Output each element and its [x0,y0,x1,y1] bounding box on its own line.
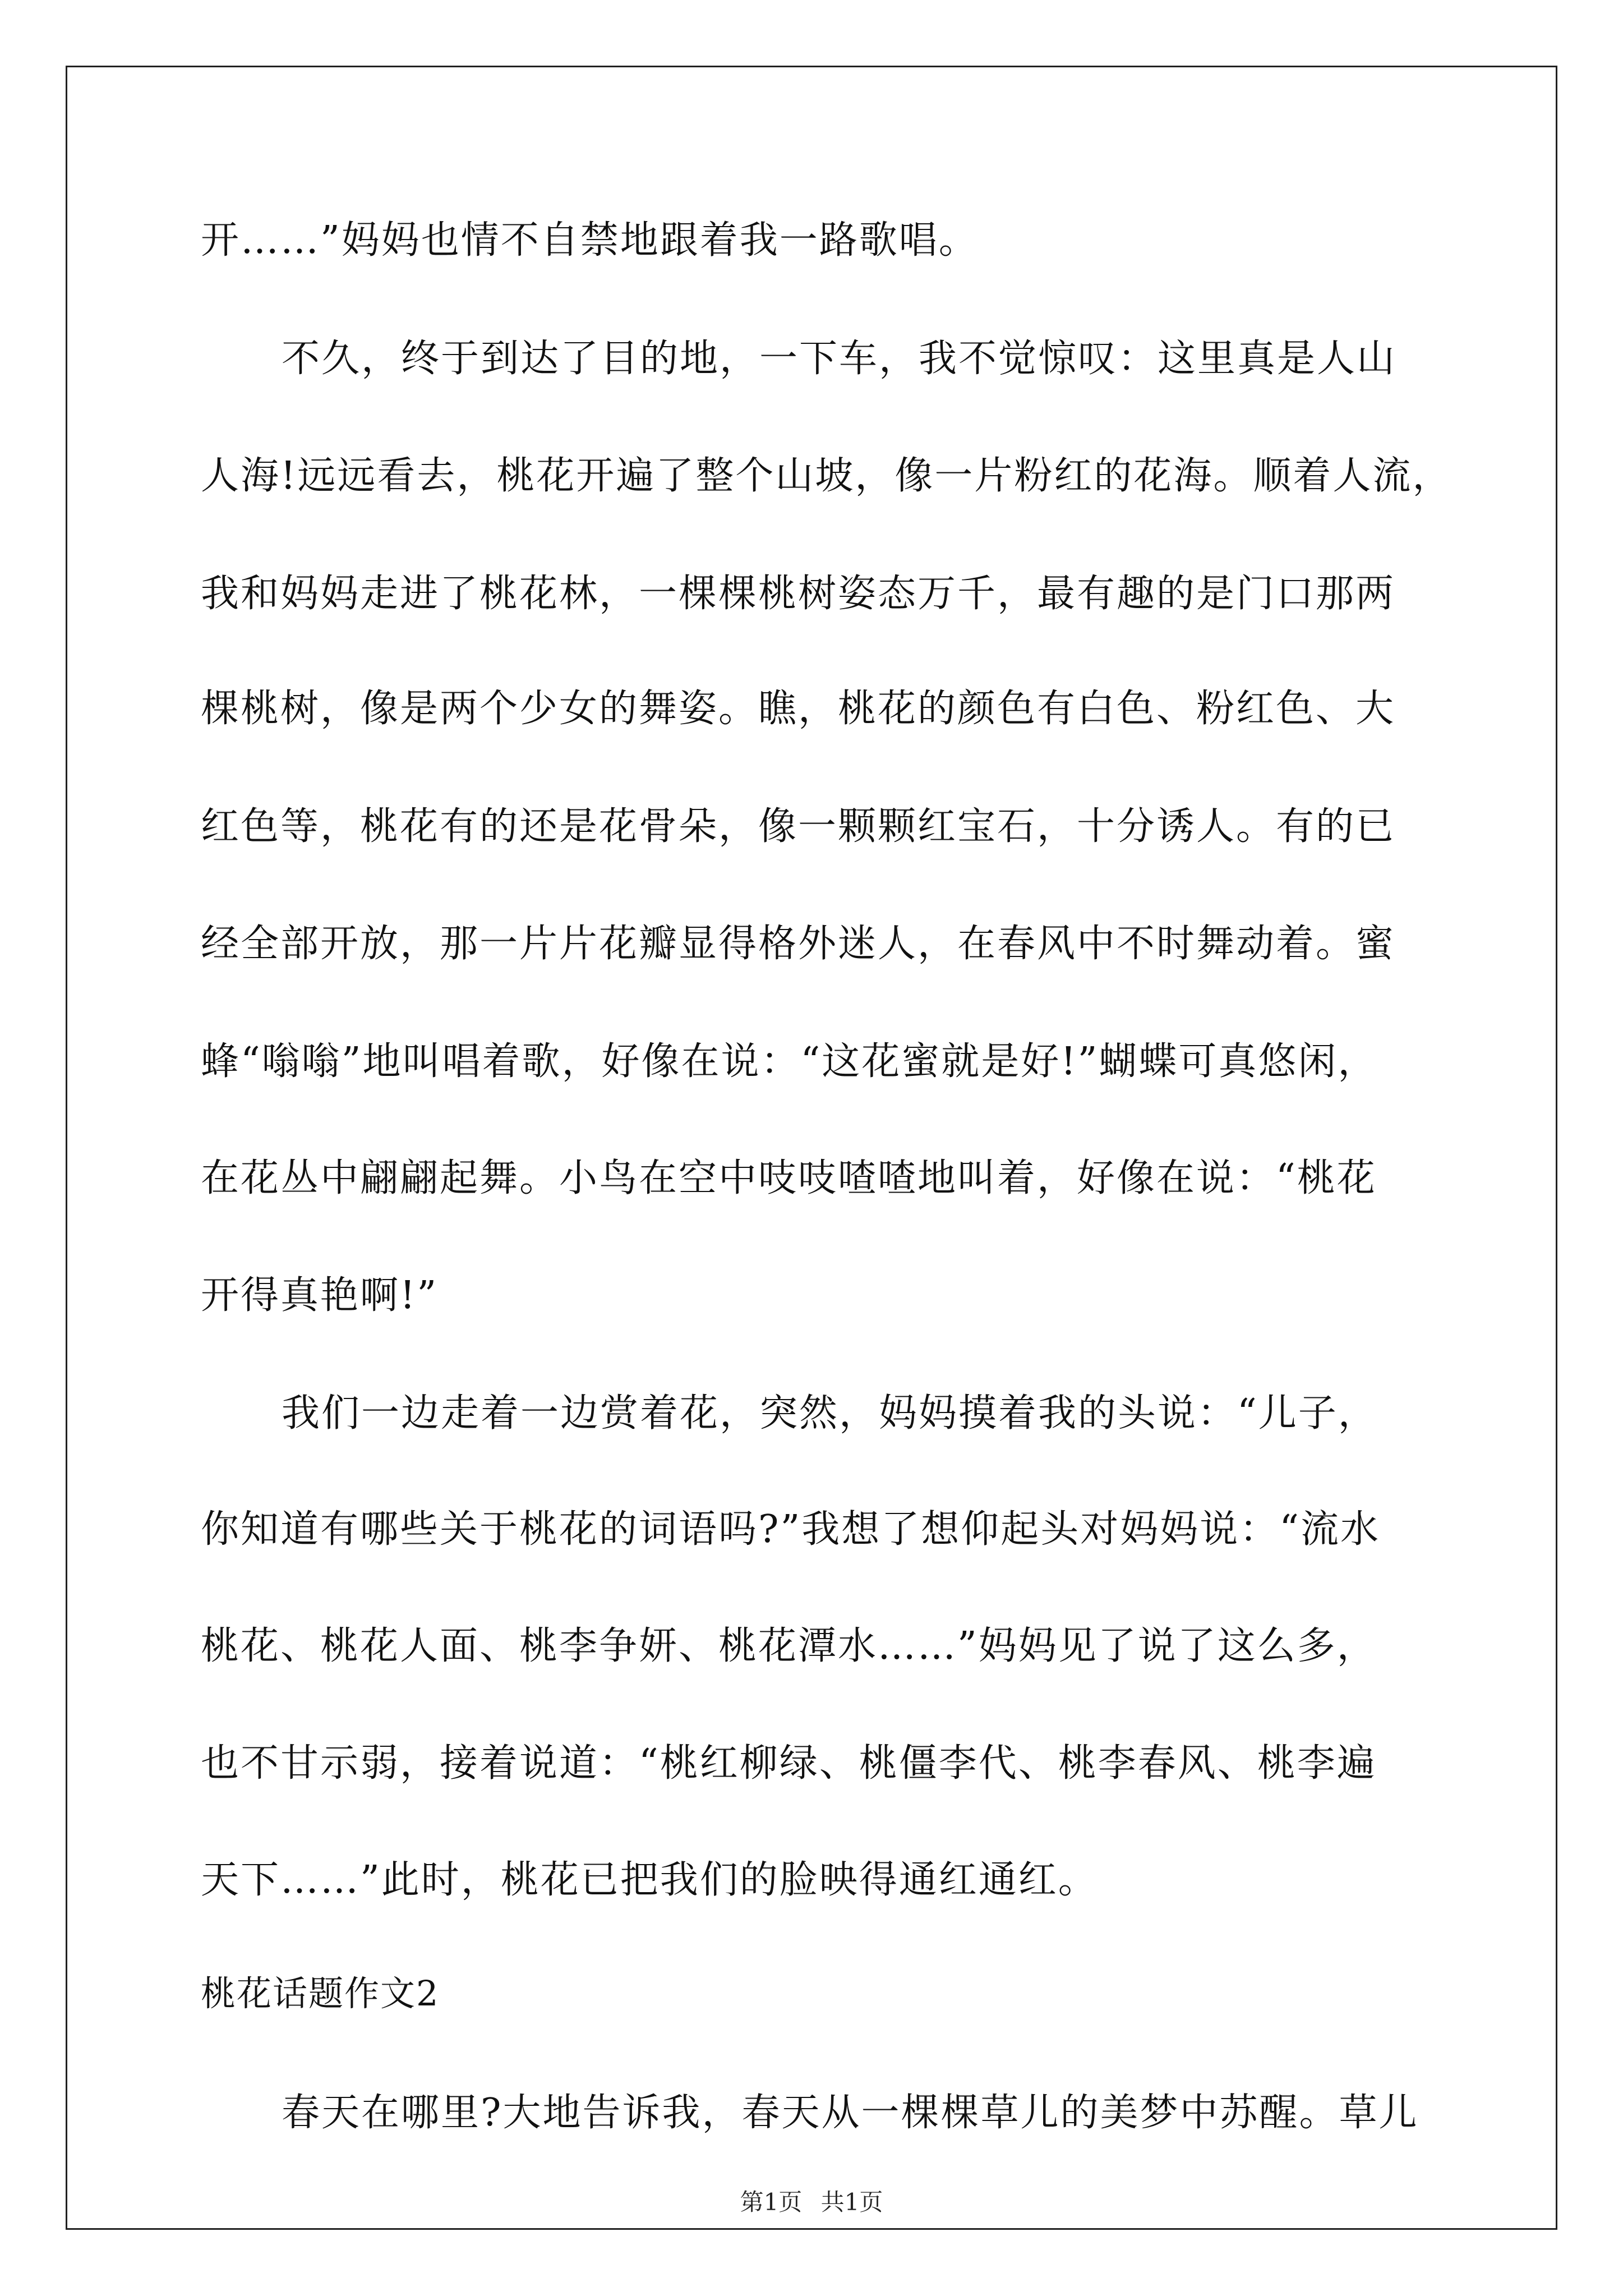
text-line-1: 开……”妈妈也情不自禁地跟着我一路歌唱。 [201,218,979,263]
text-line-6: 红色等，桃花有的还是花骨朵，像一颗颗红宝石，十分诱人。有的已 [201,804,1396,849]
text-line-13: 桃花、桃花人面、桃李争妍、桃花潭水……”妈妈见了说了这么多， [201,1624,1377,1668]
text-line-14: 也不甘示弱，接着说道：“桃红柳绿、桃僵李代、桃李春风、桃李遍 [201,1741,1377,1786]
text-line-15: 天下……”此时，桃花已把我们的脸映得通红通红。 [201,1858,1098,1902]
text-line-7: 经全部开放，那一片片花瓣显得格外迷人，在春风中不时舞动着。蜜 [201,922,1396,966]
text-line-8: 蜂“嗡嗡”地叫唱着歌，好像在说：“这花蜜就是好!”蝴蝶可真悠闲， [201,1039,1378,1084]
footer-page-current: 第1页 [740,2188,803,2216]
page-frame [66,66,1557,2230]
text-line-4: 我和妈妈走进了桃花林，一棵棵桃树姿态万千，最有趣的是门口那两 [201,572,1396,616]
text-line-2: 不久，终于到达了目的地，一下车，我不觉惊叹：这里真是人山 [282,337,1397,381]
text-line-9: 在花丛中翩翩起舞。小鸟在空中吱吱喳喳地叫着，好像在说：“桃花 [201,1156,1377,1200]
text-line-11: 我们一边走着一边赏着花，突然，妈妈摸着我的头说：“儿子， [282,1391,1378,1435]
text-line-10: 开得真艳啊!” [201,1273,439,1318]
section-heading: 桃花话题作文2 [201,1973,440,2014]
text-line-3: 人海!远远看去，桃花开遍了整个山坡，像一片粉红的花海。顺着人流， [201,454,1453,498]
footer-page-total: 共1页 [820,2188,883,2216]
text-line-12: 你知道有哪些关于桃花的词语吗?”我想了想仰起头对妈妈说：“流水 [201,1507,1380,1552]
page-footer [0,2188,1623,2216]
text-line-16: 春天在哪里?大地告诉我，春天从一棵棵草儿的美梦中苏醒。草儿 [282,2091,1419,2135]
text-line-5: 棵桃树，像是两个少女的舞姿。瞧，桃花的颜色有白色、粉红色、大 [201,687,1396,731]
